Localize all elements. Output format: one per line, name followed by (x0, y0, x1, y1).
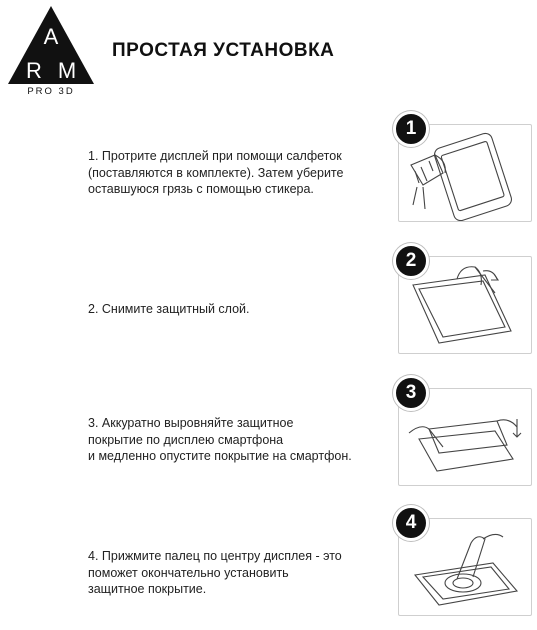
step-2-card (398, 250, 532, 354)
page-title: ПРОСТАЯ УСТАНОВКА (112, 40, 335, 61)
step-3-line-2: покрытие по дисплею смартфона (88, 432, 284, 447)
brand-logo (6, 4, 96, 96)
step-1-line-2: (поставляются в комплекте). Затем уберите (88, 165, 344, 180)
step-1-badge: 1 (393, 111, 429, 147)
step-1-line-1: 1. Протрите дисплей при помощи салфеток (88, 149, 342, 163)
step-4-line-3: защитное покрытие. (88, 582, 207, 596)
step-2-text (88, 301, 388, 318)
logo-tagline: PRO 3D (27, 86, 75, 96)
step-4-text (88, 548, 388, 598)
step-3-line-1: 3. Аккуратно выровняйте защитное (88, 416, 294, 430)
step-4-badge: 4 (393, 505, 429, 541)
logo-letter-m: M (57, 58, 77, 83)
step-1-line-3: оставшуюся грязь с помощью стикера. (88, 182, 314, 196)
logo-triangle-icon (6, 4, 96, 96)
step-3-line-3: и медленно опустите покрытие на смартфон. (88, 449, 352, 463)
step-3-badge: 3 (393, 375, 429, 411)
step-3-card (398, 382, 532, 486)
step-1-card (398, 118, 532, 222)
step-1-text (88, 148, 388, 198)
step-3-text (88, 415, 388, 465)
step-2-line-1: 2. Снимите защитный слой. (88, 302, 250, 316)
logo-letter-a: A (43, 24, 59, 49)
step-4-line-1: 4. Прижмите палец по центру дисплея - это (88, 549, 342, 563)
step-4-card (398, 512, 532, 616)
step-4-line-2: поможет окончательно установить (88, 565, 289, 580)
logo-letter-r: R (26, 58, 42, 83)
step-2-badge: 2 (393, 243, 429, 279)
